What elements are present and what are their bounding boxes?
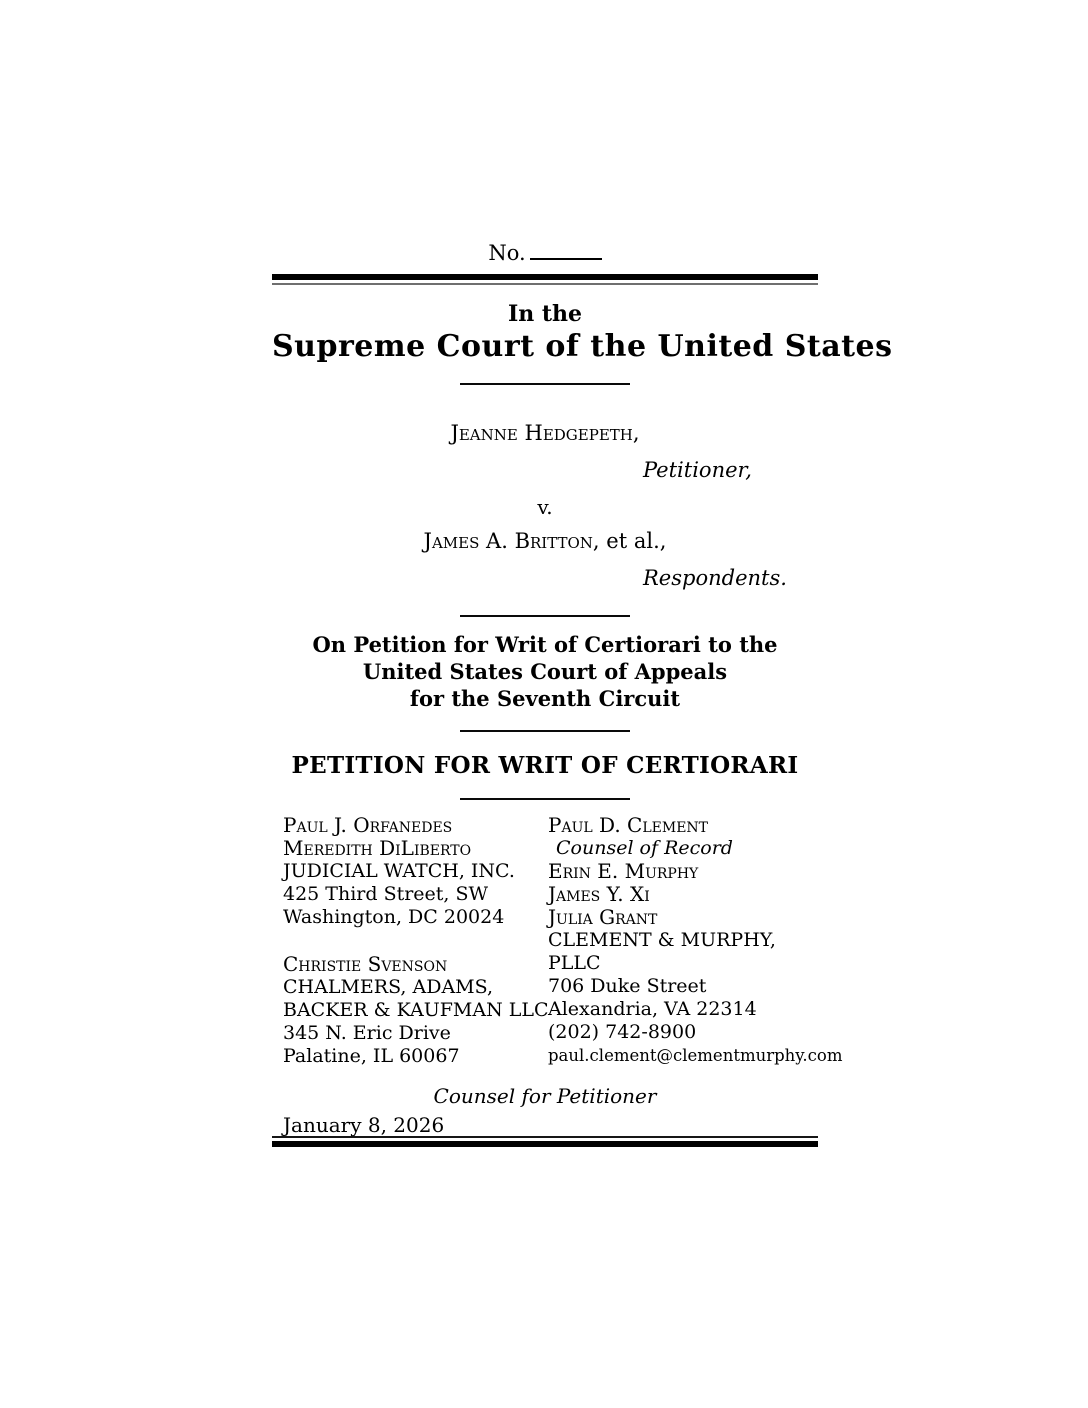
section-divider (460, 615, 630, 617)
counsel-line: James Y. Xi (548, 882, 650, 906)
counsel-line: PLLC (548, 952, 601, 974)
counsel-line: Erin E. Murphy (548, 859, 699, 883)
counsel-line: Meredith DiLiberto (283, 836, 472, 860)
petitioner-name-text: Jeanne Hedgepeth, (450, 421, 640, 445)
respondent-name (272, 529, 818, 553)
docket-number-blank (530, 240, 602, 260)
counsel-line: Julia Grant (548, 905, 658, 929)
petition-statement-line-2: United States Court of Appeals (362, 659, 728, 684)
in-the-heading: In the (507, 301, 583, 327)
counsel-column-right (548, 814, 843, 1068)
counsel-line: 345 N. Eric Drive (283, 1022, 451, 1044)
docket-number (272, 240, 818, 266)
respondent-name-suffix: et al., (599, 529, 667, 553)
counsel-line: JUDICIAL WATCH, INC. (283, 860, 515, 882)
counsel-block (272, 813, 843, 1068)
respondent-label: Respondents. (643, 566, 787, 590)
counsel-line: Alexandria, VA 22314 (548, 998, 757, 1020)
filing-date: January 8, 2026 (283, 1113, 445, 1137)
section-divider (460, 798, 630, 800)
counsel-line: Palatine, IL 60067 (283, 1045, 460, 1067)
counsel-line: paul.clement@clementmurphy.com (548, 1046, 843, 1065)
cover-content (272, 240, 893, 1147)
petition-statement-line-3: for the Seventh Circuit (409, 686, 681, 711)
counsel-line: BACKER & KAUFMAN LLC (283, 999, 549, 1021)
court-name-heading: Supreme Court of the United States (272, 329, 893, 364)
counsel-for-petitioner-label: Counsel for Petitioner (433, 1084, 657, 1108)
document-title: PETITION FOR WRIT OF CERTIORARI (291, 752, 799, 779)
docket-number-label: No. (488, 241, 526, 265)
respondent-name-text: James A. Britton, (423, 529, 600, 553)
counsel-line: Paul J. Orfanedes (283, 813, 453, 837)
counsel-line: Washington, DC 20024 (283, 906, 505, 928)
section-divider (460, 730, 630, 732)
top-double-rule (272, 274, 818, 285)
section-divider (460, 383, 630, 385)
petition-statement (272, 631, 818, 712)
petition-statement-line-1: On Petition for Writ of Certiorari to the (312, 632, 778, 657)
counsel-line: CHALMERS, ADAMS, (283, 976, 494, 998)
counsel-line: Christie Svenson (283, 952, 448, 976)
petitioner-label: Petitioner, (643, 458, 752, 482)
counsel-line: 706 Duke Street (548, 975, 707, 997)
counsel-column-left (272, 814, 548, 1068)
bottom-double-rule (272, 1136, 818, 1147)
counsel-line: Counsel of Record (556, 837, 733, 859)
counsel-line: CLEMENT & MURPHY, (548, 929, 776, 951)
versus-label: v. (537, 495, 553, 519)
petitioner-name (272, 421, 818, 445)
counsel-line: 425 Third Street, SW (283, 883, 489, 905)
counsel-line: Paul D. Clement (548, 813, 709, 837)
counsel-line: (202) 742-8900 (548, 1021, 697, 1043)
